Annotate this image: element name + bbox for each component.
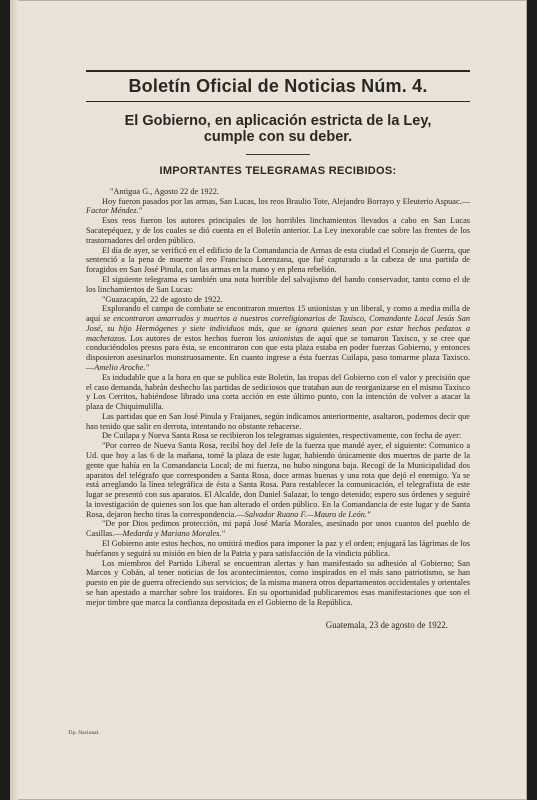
paragraph-7-italic-a: se encontraron amarrados y muertos a nuestros correligionarios de Taxisco, Comandante Local Jesús San José, su hijo Hermógenes y siete individuos más, que se ignora quienes sean por estar hechos pedazos a machetazos. xyxy=(86,314,471,343)
paragraph-7-signature: Amelio Aroche." xyxy=(94,362,149,372)
paragraph-11 xyxy=(86,441,470,519)
paragraph-8: Es indudable que a la hora en que se publica este Boletín, las tropas del Gobierno con el valor y precisión que el caso demanda, habrán deshecho las partidas de sediciosos que trataban aun de reorganizarse en el mismo Taxisco y Los Cerritos, habiéndose librado una corta acción en este último punto, con la intención de volver a atacar la plaza de Chiquimulilla. xyxy=(86,372,470,412)
printer-imprint: Tip. Nacional. xyxy=(68,730,100,736)
paragraph-5: El siguiente telegrama es también una nota horrible del salvajismo del bando conservador, tanto como el de los linchamientos de San Lucas: xyxy=(86,274,470,294)
section-heading: IMPORTANTES TELEGRAMAS RECIBIDOS: xyxy=(159,164,397,177)
paragraph-7-text-a: Explorando el campo de combate se encontraron muertos 15 unionistas y un liberal, y como a media milla de aquí xyxy=(86,304,470,324)
title-top-rule xyxy=(86,70,470,72)
paragraph-2 xyxy=(86,197,470,217)
paragraph-7-text-b: Los autores de estos hechos fueron los xyxy=(126,333,269,343)
document-title: Boletín Oficial de Noticias Núm. 4. xyxy=(128,76,428,96)
paragraph-7-italic-b: unionistas xyxy=(269,333,304,343)
paragraph-12 xyxy=(86,519,470,539)
paragraph-6: "Guazacapán, 22 de agosto de 1922. xyxy=(102,294,223,304)
paragraph-1: "Antigua G., Agosto 22 de 1922. xyxy=(110,186,219,196)
paragraph-7-text-c: de aquí que se tomaron Taxisco, y se cree que conduciéndolos presos para ésta, se encontraron con que esta plaza estaba en poder fuerzas Gobierno, y entonces disposieron asesinarlos monstruosamente. En cuanto ingrese a ésta fuerzas Cuilapa, paso tomarme plaza Taxisco.— xyxy=(86,333,470,372)
paragraph-10: De Cuilapa y Nueva Santa Rosa se recibieron los telegramas siguientes, respectivamente, con fecha de ayer: xyxy=(102,431,462,441)
paragraph-12-signature: Medarda y Mariano Morales." xyxy=(122,529,225,539)
document-sheet xyxy=(10,0,527,800)
paragraph-3: Esos reos fueron los autores principales de los horribles linchamientos llevados a cabo en San Lucas Sacatepéquez, y de los cuales se dió cuenta en el Boletín anterior. La Ley inexorable cae sobre las frentes de los trastornadores del orden público. xyxy=(86,216,470,245)
paragraph-2-signature: Factor Méndez." xyxy=(86,206,143,216)
paragraph-2-text: Hoy fueron pasados por las armas, San Lucas, los reos Braulio Tote, Alejandro Borrayo y Eleuterio Aspuac.— xyxy=(102,196,470,206)
paragraph-9: Las partidas que en San José Pinula y Fraijanes, según indicamos anteriormente, asaltaron, podemos decir que han tenido que salir en derrota, intentando no obstante rehacerse. xyxy=(86,411,470,431)
subtitle-line-2: cumple con su deber. xyxy=(203,129,353,146)
paragraph-7 xyxy=(86,304,470,372)
paragraph-13: El Gobierno ante estos hechos, no omitirá medios para imponer la paz y el orden; enjugará las lágrimas de los huérfanos y seguirá su misión en bien de la Patria y para satisfacción de la vindicta pública. xyxy=(86,539,470,558)
document-body xyxy=(86,70,470,630)
date-signoff: Guatemala, 23 de agosto de 1922. xyxy=(325,619,448,630)
paragraph-11-text: "Por correo de Nueva Santa Rosa, recibí hoy del Jefe de la fuerza que mandé ayer, el siguiente: Comunico a Ud. que hoy a las 6 de la mañana, tomé la plaza de este lugar, habiendo únicamente dos muertos de parte de la gente que había en la Comandancia Local; de mi fuerza, no hubo ninguna baja. Recogí de la Municipalidad dos aparatos del telégrafo que corresponden a Santa Rosa, doce armas buenas y una rota que dejó el enemigo. Ya se está arreglando la línea telegráfica de ésta a Santa Rosa. Para restablecer la comunicación, el telegrafista de este lugar se presentó con sus aparatos. El Alcalde, don Daniel Salazar, lo tengo detenido; espero sus órdenes y seguiré la investigación de quienes son los que han alterado el orden público. En la Comandancia de este lugar y de Santa Rosa, dejaron hecho tiras la correspondencia.— xyxy=(86,441,470,519)
subtitle-divider xyxy=(246,154,310,155)
paragraph-14: Los miembros del Partido Liberal se encuentran alertas y han manifestado su adhesión al Gobierno; San Marcos y Cobán, al tener noticias de los acontecimientos, como inspirados en el más sano patriotismo, se han puesto en pie de guerra ofreciendo sus servicios; de la misma manera otros departamentos occidentales y orientales se han apestado a marchar sobre los traidores. En su oportunidad publicaremos esas manifestaciones que son el mejor timbre que marca la confianza depositada en el Gobierno de la República. xyxy=(86,558,470,607)
paragraph-12-text: "De por Dios pedimos protección, mi papá José María Morales, asesinado por unos cuantos del pueblo de Casillas.— xyxy=(86,519,470,539)
subtitle-line-1: El Gobierno, en aplicación estricta de la Ley, xyxy=(124,112,432,129)
paper-edge xyxy=(10,0,18,800)
document-subtitle xyxy=(86,113,470,146)
paragraph-11-signature: Salvador Ruano F.—Mauro de León." xyxy=(244,509,371,519)
paragraph-4: El día de ayer, se verificó en el edificio de la Comandancia de Armas de esta ciudad el Consejo de Guerra, que sentenció a la pena de muerte al reo Francisco Lorenzana, que fué capturado a la cabeza de una partida de foragidos en San José Pinula, con las armas en la mano y en plena rebelión. xyxy=(86,245,470,275)
title-bottom-rule xyxy=(86,101,470,102)
